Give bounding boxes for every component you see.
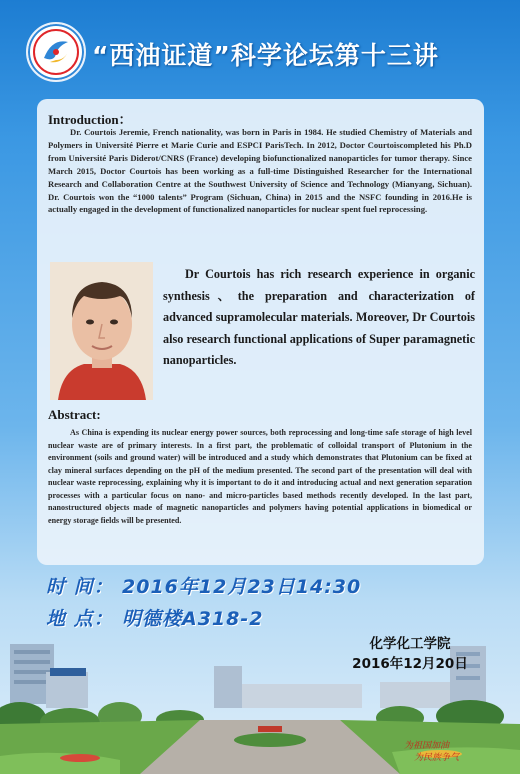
organizer-name: 化学化工学院: [369, 636, 451, 652]
introduction-heading-text: Introduction: [48, 112, 119, 127]
abstract-text: As China is expending its nuclear energy power sources, both reprocessing and long-time safe storage of high level nuclear waste are of primary interests. In a first part, the problematic of colloidal transport of Plutonium in the environment (soils and ground water) will be introduced and a study which demonstrates that Plutonium can be fixed at clay mineral surfaces depending on the pH of the medium presented. The second part of the presentation will deal with nuclear waste reprocessing, explaining why it is important to do it and introducing actual and next generation separation processes with a particular focus on nano- and micro-particles based methods recently developed. In the last part, nanostructured objects made of magnetic nanoparticles and polymers having potential applications in biomedical or energy storage fields will be presented.: [48, 428, 472, 525]
place-value: 明德楼A318-2: [122, 608, 264, 630]
speaker-portrait-icon: [50, 262, 153, 400]
slogan: [404, 740, 514, 764]
organizer-date: 2016年12月20日: [352, 656, 468, 672]
speaker-photo: [50, 262, 153, 400]
speaker-highlight: Dr Courtois has rich research experience in organic synthesis、the preparation and characterization of advanced supramolecular materials. Moreover, Dr Courtois also research functional applications of Super paramagnetic nanoparticles.: [163, 267, 475, 368]
event-time: [46, 572, 361, 599]
university-logo: [26, 22, 86, 82]
introduction-text: Dr. Courtois Jeremie, French nationality, was born in Paris in 1984. He studied Chemistry of Materials and Polymers in Université Pierre et Marie Curie and ESPCI ParisTech. In 2012, Doctor Courtoiscompleted his Ph.D from Université Paris Diderot/CNRS (France) developing biofunctionalized nanoparticles for tumor therapy. Since March 2015, Doctor Courtois has been working as a full-time Distinguished Researcher for the International Research and Collaboration Centre at the Southwest University of Science and Technology (Mianyang, Sichuan). Dr. Courtois won the “1000 talents” Program (Sichuan, China) in 2015 and the NSFC founding in 2016.He is actually engaged in the development of functionalized nanoparticles for nuclear spent fuel reprocessing.: [48, 127, 472, 215]
organizer: [340, 634, 480, 674]
time-label: 时 间：: [46, 576, 114, 598]
place-label: 地 点：: [46, 608, 114, 630]
slogan-line-2: 为民族争气: [414, 753, 460, 763]
forum-title: “西油证道”科学论坛第十三讲: [92, 41, 439, 70]
slogan-line-1: 为祖国加油: [404, 741, 450, 751]
introduction-colon: ：: [118, 112, 132, 127]
time-value: 2016年12月23日14:30: [122, 576, 362, 598]
university-emblem-icon: [28, 24, 84, 80]
abstract-heading: Abstract:: [48, 407, 101, 422]
